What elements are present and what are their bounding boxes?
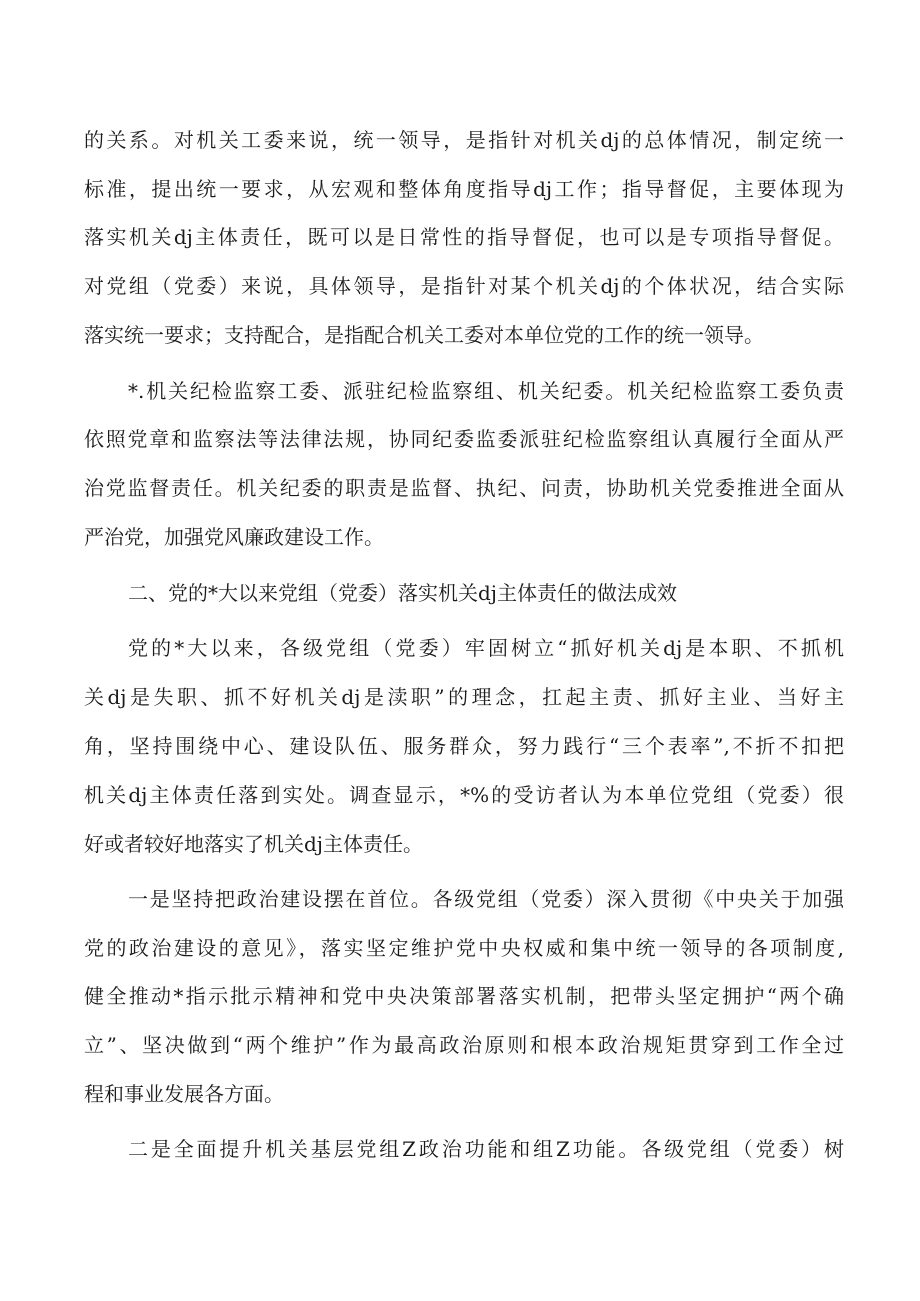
paragraph-line: 机关dj主体责任落到实处。调查显示，*%的受访者认为本单位党组（党委）很 (84, 783, 844, 807)
paragraph-line: 治党监督责任。机关纪委的职责是监督、执纪、问责，协助机关党委推进全面从 (84, 476, 844, 500)
paragraph-line: 一是坚持把政治建设摆在首位。各级党组（党委）深入贯彻《中央关于加强 (128, 887, 844, 911)
paragraph-line: 党的*大以来，各级党组（党委）牢固树立“抓好机关dj是本职、不抓机 (128, 636, 844, 660)
paragraph-line: 党的政治建设的意见》，落实坚定维护党中央权威和集中统一领导的各项制度, (84, 936, 844, 960)
paragraph-line: 健全推动*指示批示精神和党中央决策部署落实机制，把带头坚定拥护“两个确 (84, 984, 844, 1008)
paragraph-line: 落实统一要求；支持配合，是指配合机关工委对本单位党的工作的统一领导。 (84, 323, 764, 347)
paragraph-line: 程和事业发展各方面。 (84, 1082, 284, 1106)
paragraph-line: *.机关纪检监察工委、派驻纪检监察组、机关纪委。机关纪检监察工委负责 (128, 379, 844, 403)
paragraph-line: 落实机关dj主体责任，既可以是日常性的指导督促，也可以是专项指导督促。 (84, 225, 844, 249)
paragraph-line: 对党组（党委）来说，具体领导，是指针对某个机关dj的个体状况，结合实际 (84, 274, 844, 298)
paragraph-line: 二是全面提升机关基层党组Z政治功能和组Z功能。各级党组（党委）树 (128, 1137, 844, 1161)
paragraph-line: 好或者较好地落实了机关dj主体责任。 (84, 832, 424, 856)
paragraph-line: 标准，提出统一要求，从宏观和整体角度指导dj工作；指导督促，主要体现为 (84, 177, 844, 201)
paragraph-line: 严治党，加强党风廉政建设工作。 (84, 525, 384, 549)
paragraph-line: 立”、坚决做到“两个维护”作为最高政治原则和根本政治规矩贯穿到工作全过 (84, 1033, 844, 1057)
paragraph-line: 关dj是失职、抓不好机关dj是渎职”的理念，扛起主责、抓好主业、当好主 (84, 685, 844, 709)
paragraph-line: 角，坚持围绕中心、建设队伍、服务群众，努力践行“三个表率”,不折不扣把 (84, 734, 844, 758)
paragraph-line: 的关系。对机关工委来说，统一领导，是指针对机关dj的总体情况，制定统一 (84, 128, 844, 152)
paragraph-line: 依照党章和监察法等法律法规，协同纪委监委派驻纪检监察组认真履行全面从严 (84, 427, 844, 451)
section-heading: 二、党的*大以来党组（党委）落实机关dj主体责任的做法成效 (128, 581, 678, 605)
